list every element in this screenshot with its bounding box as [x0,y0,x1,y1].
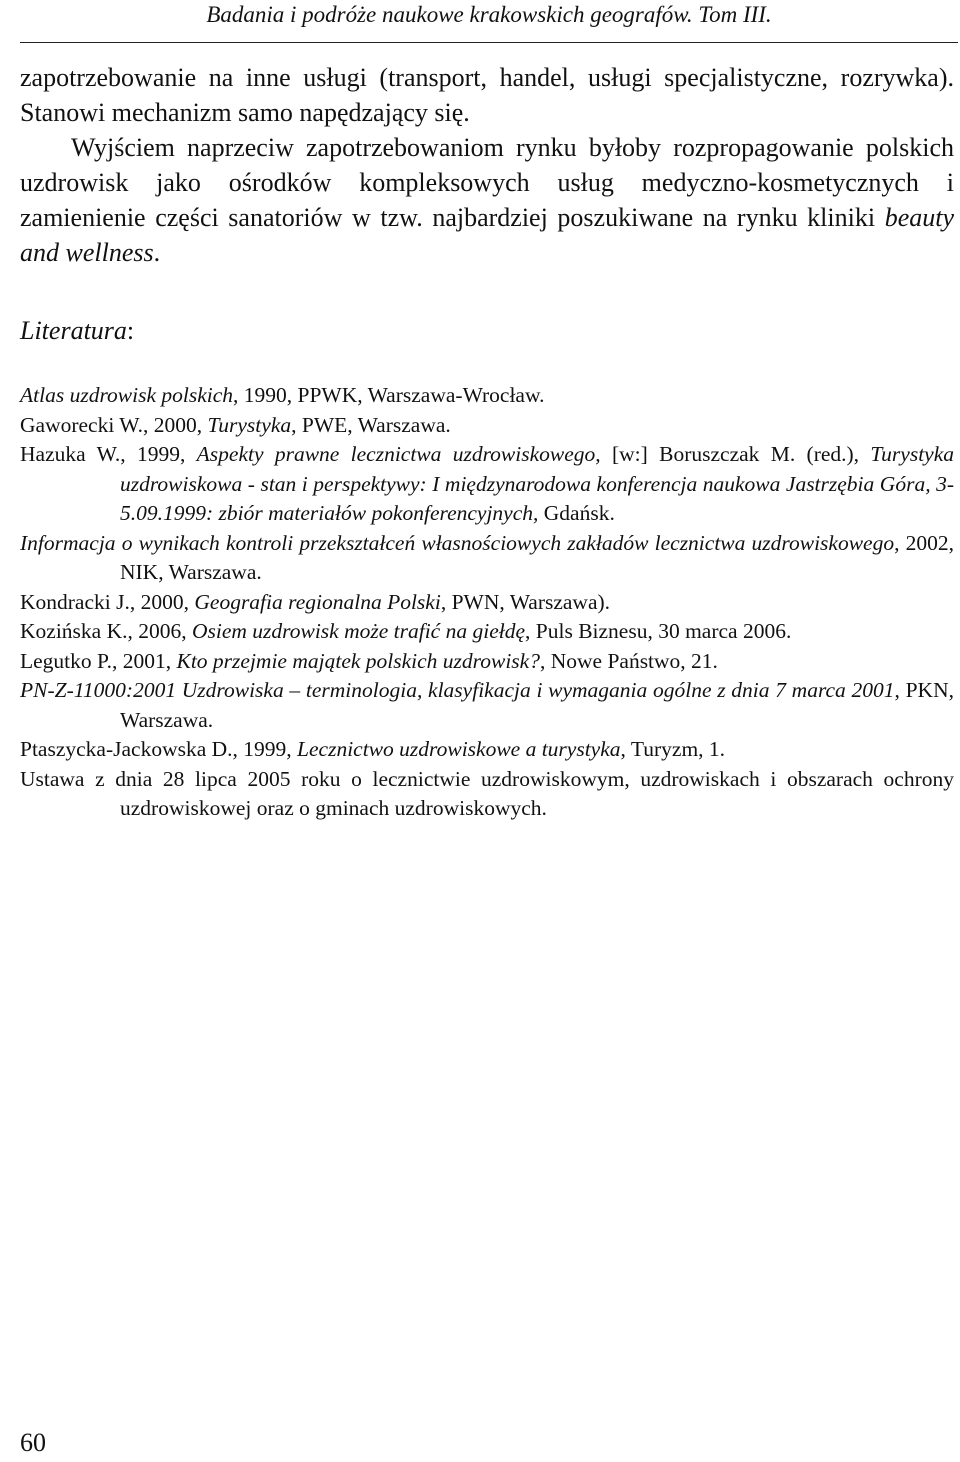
bib-entry-atlas: Atlas uzdrowisk polskich, 1990, PPWK, Warszawa-Wrocław. [20,383,545,407]
bib-entry-kozinska: Kozińska K., 2006, Osiem uzdrowisk może trafić na giełdę, Puls Biznesu, 30 marca 2006. [20,619,792,643]
bibliography-list [20,381,954,824]
bib-entry-ustawa: Ustawa z dnia 28 lipca 2005 roku o lecznictwie uzdrowiskowym, uzdrowiskach i obszarach ochrony uzdrowiskowej oraz o gminach uzdrowiskowych. [20,766,954,820]
page-number: 60 [20,1428,46,1457]
literature-heading: Literatura: [20,316,135,345]
paragraph-beauty-wellness: Wyjściem naprzeciw zapotrzebowaniom rynku byłoby rozpropagowanie polskich uzdrowisk jako ośrodków kompleksowych usług medyczno-kosmetycznych i zamienienie części sanatoriów w tzw. najbardziej poszukiwane na rynku kliniki beauty and wellness. [20,133,954,267]
bib-entry-hazuka: Hazuka W., 1999, Aspekty prawne lecznictwa uzdrowiskowego, [w:] Boruszczak M. (red.), Turystyka uzdrowiskowa - stan i perspektywy: I międzynarodowa konferencja naukowa Jastrzębia Góra, 3-5.09.1999: zbiór materiałów pokonferencyjnych, Gdańsk. [20,442,954,525]
bib-entry-nik-report: Informacja o wynikach kontroli przekształceń własnościowych zakładów lecznictwa uzdrowiskowego, 2002, NIK, Warszawa. [20,530,954,584]
italic-term: beauty and wellness [20,203,954,267]
bib-entry-gaworecki: Gaworecki W., 2000, Turystyka, PWE, Warszawa. [20,412,451,437]
bib-entry-ptaszycka: Ptaszycka-Jackowska D., 1999, Lecznictwo uzdrowiskowe a turystyka, Turyzm, 1. [20,737,726,761]
bib-entry-kondracki: Kondracki J., 2000, Geografia regionalna Polski, PWN, Warszawa). [20,589,611,614]
paragraph-continuation: zapotrzebowanie na inne usługi (transport, handel, usługi specjalistyczne, rozrywka). Stanowi mechanizm samo napędzający się. [20,63,954,127]
running-header [20,0,958,43]
bib-entry-pn-standard: PN-Z-11000:2001 Uzdrowiska – terminologia, klasyfikacja i wymagania ogólne z dnia 7 marca 2001, PKN, Warszawa. [20,678,954,732]
body-text [20,60,954,270]
running-title: Badania i podróże naukowe krakowskich geografów. Tom III. [206,2,772,27]
bib-entry-legutko: Legutko P., 2001, Kto przejmie majątek polskich uzdrowisk?, Nowe Państwo, 21. [20,648,718,673]
